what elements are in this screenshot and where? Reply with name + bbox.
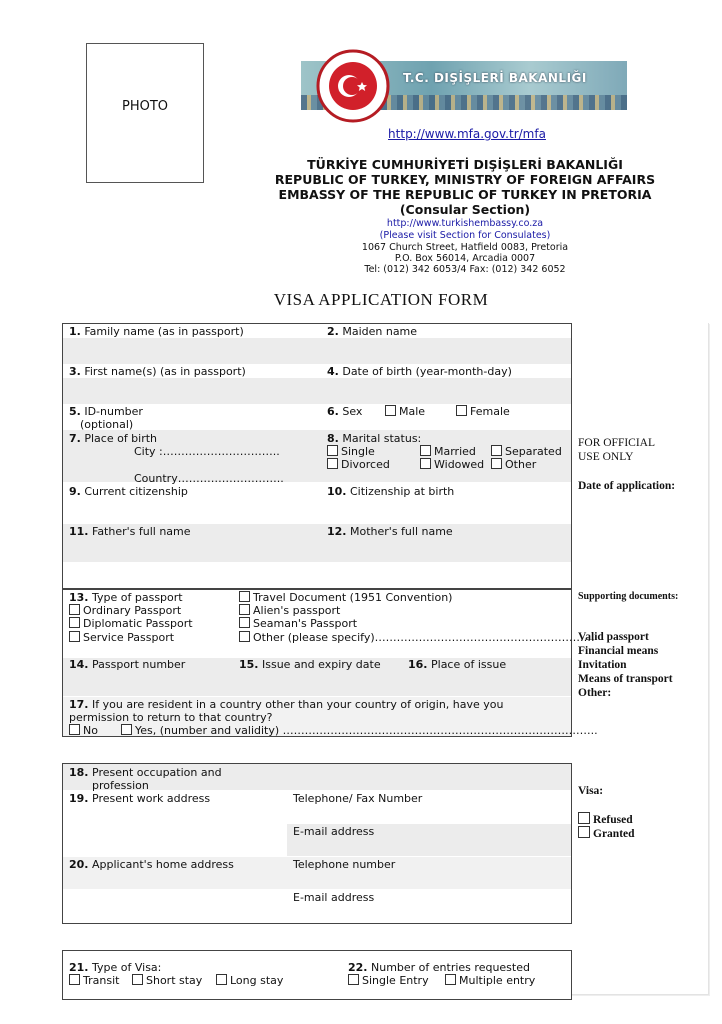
field-17: 17. If you are resident in a country other than your country of origin, have you	[69, 698, 504, 711]
entry-single-checkbox[interactable]: Single Entry	[348, 974, 429, 987]
sex-female-checkbox[interactable]: Female	[456, 405, 510, 418]
phone-line: Tel: (012) 342 6053/4 Fax: (012) 342 6052	[364, 264, 566, 275]
header-line4: (Consular Section)	[399, 202, 531, 217]
doc-financial-means: Financial means	[578, 645, 659, 657]
marital-widowed-checkbox[interactable]: Widowed	[420, 458, 484, 471]
header-line3: EMBASSY OF THE REPUBLIC OF TURKEY IN PRETORIA	[278, 187, 652, 202]
entry-multiple-checkbox[interactable]: Multiple entry	[445, 974, 535, 987]
address-line2: P.O. Box 56014, Arcadia 0007	[394, 253, 536, 264]
field-21: 21. Type of Visa:	[69, 961, 162, 974]
city-field[interactable]: City :…………………………..	[134, 445, 280, 458]
passport-other-checkbox[interactable]: Other (please specify)……………………………………………………	[239, 631, 595, 644]
visa-long-stay-checkbox[interactable]: Long stay	[216, 974, 283, 987]
address-line1: 1067 Church Street, Hatfield 0083, Pretoria	[361, 242, 569, 253]
field-12[interactable]: 12. Mother's full name	[327, 525, 453, 538]
field-14[interactable]: 14. Passport number	[69, 658, 186, 671]
field-13: 13. Type of passport	[69, 591, 183, 604]
field-11[interactable]: 11. Father's full name	[69, 525, 191, 538]
sex-male-checkbox[interactable]: Male	[385, 405, 425, 418]
passport-seaman-checkbox[interactable]: Seaman's Passport	[239, 617, 357, 630]
field-4[interactable]: 4. Date of birth (year-month-day)	[327, 365, 512, 378]
header-line1: TÜRKİYE CUMHURİYETİ DIŞİŞLERİ BAKANLIĞI	[307, 157, 623, 172]
passport-alien-checkbox[interactable]: Alien's passport	[239, 604, 340, 617]
visa-refused-checkbox[interactable]: Refused	[578, 812, 633, 827]
supporting-documents-label: Supporting documents:	[578, 591, 679, 602]
country-field[interactable]: Country………………………..	[134, 472, 284, 485]
ministry-url-link[interactable]: http://www.mfa.gov.tr/mfa	[388, 127, 546, 141]
work-email[interactable]: E-mail address	[293, 825, 375, 838]
ministry-seal-icon	[316, 49, 390, 123]
visa-label: Visa:	[578, 785, 604, 797]
passport-service-checkbox[interactable]: Service Passport	[69, 631, 174, 644]
field-5-optional: (optional)	[80, 418, 134, 431]
resident-yes-checkbox[interactable]: Yes, (number and validity) …………………………………………………………………………..	[121, 724, 598, 737]
field-18-line2: profession	[92, 779, 149, 792]
home-email[interactable]: E-mail address	[293, 891, 375, 904]
passport-travel-doc-checkbox[interactable]: Travel Document (1951 Convention)	[239, 591, 452, 604]
marital-separated-checkbox[interactable]: Separated	[491, 445, 562, 458]
field-20[interactable]: 20. Applicant's home address	[69, 858, 234, 871]
resident-no-checkbox[interactable]: No	[69, 724, 98, 737]
field-1[interactable]: 1. Family name (as in passport)	[69, 325, 244, 338]
field-16[interactable]: 16. Place of issue	[408, 658, 507, 671]
official-heading2: USE ONLY	[578, 451, 634, 463]
visa-transit-checkbox[interactable]: Transit	[69, 974, 119, 987]
visit-note: (Please visit Section for Consulates)	[379, 230, 551, 241]
embassy-url-link[interactable]: http://www.turkishembassy.co.za	[386, 218, 544, 229]
header-line2: REPUBLIC OF TURKEY, MINISTRY OF FOREIGN AFFAIRS	[274, 172, 656, 187]
home-telephone[interactable]: Telephone number	[293, 858, 396, 871]
passport-ordinary-checkbox[interactable]: Ordinary Passport	[69, 604, 181, 617]
field-6: 6. Sex	[327, 405, 363, 418]
field-15[interactable]: 15. Issue and expiry date	[239, 658, 381, 671]
visa-short-stay-checkbox[interactable]: Short stay	[132, 974, 202, 987]
marital-single-checkbox[interactable]: Single	[327, 445, 375, 458]
marital-other-checkbox[interactable]: Other	[491, 458, 536, 471]
field-5[interactable]: 5. ID-number	[69, 405, 143, 418]
field-18[interactable]: 18. Present occupation and	[69, 766, 222, 779]
field-3[interactable]: 3. First name(s) (as in passport)	[69, 365, 246, 378]
field-9[interactable]: 9. Current citizenship	[69, 485, 188, 498]
passport-diplomatic-checkbox[interactable]: Diplomatic Passport	[69, 617, 193, 630]
doc-valid-passport: Valid passport	[578, 631, 649, 643]
doc-other: Other:	[578, 687, 612, 699]
visa-granted-checkbox[interactable]: Granted	[578, 826, 635, 841]
photo-label: PHOTO	[121, 99, 169, 114]
doc-invitation: Invitation	[578, 659, 627, 671]
official-heading1: FOR OFFICIAL	[578, 437, 656, 449]
form-title: VISA APPLICATION FORM	[273, 290, 489, 309]
field-19[interactable]: 19. Present work address	[69, 792, 211, 805]
date-of-application-label: Date of application:	[578, 480, 676, 492]
field-2[interactable]: 2. Maiden name	[327, 325, 418, 338]
field-7: 7. Place of birth	[69, 432, 158, 445]
work-telephone-fax[interactable]: Telephone/ Fax Number	[293, 792, 423, 805]
field-8: 8. Marital status:	[327, 432, 422, 445]
marital-married-checkbox[interactable]: Married	[420, 445, 476, 458]
field-22: 22. Number of entries requested	[348, 961, 530, 974]
field-10[interactable]: 10. Citizenship at birth	[327, 485, 455, 498]
banner-text: T.C. DIŞİŞLERİ BAKANLIĞI	[403, 71, 587, 85]
marital-divorced-checkbox[interactable]: Divorced	[327, 458, 390, 471]
field-17-line2: permission to return to that country?	[69, 711, 273, 724]
doc-means-of-transport: Means of transport	[578, 673, 673, 685]
